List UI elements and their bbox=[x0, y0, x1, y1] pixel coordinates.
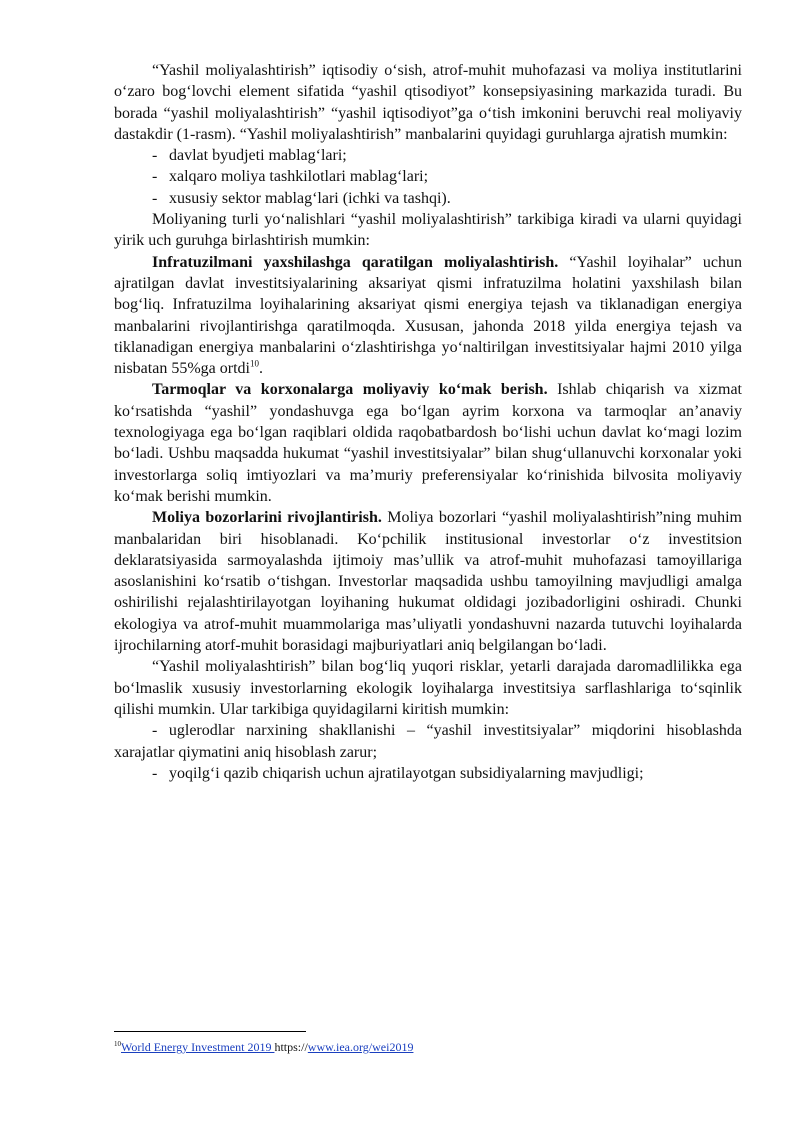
paragraph-enterprise-support: Tarmoqlar va korxonalarga moliyaviy ko‘mak berish. Ishlab chiqarish va xizmat ko‘rsatishda “yashil” yondashuvga ega bo‘lgan ayrim korxona va tarmoqlar an’anaviy texnologiyaga ega bo‘lgan raqiblari oldida raqobatbardosh bo‘lishi uchun davlat ko‘magi lozim bo‘ladi. Ushbu maqsadda hukumat “yashil investitsiyalar” bilan shug‘ullanuvchi korxonalar yoki investorlarga soliq imtiyozlari va ma’muriy preferensiyalar ko‘rinishida bilvosita moliyaviy ko‘mak berishi mumkin. bbox=[114, 381, 743, 505]
list-item: - davlat byudjeti mablag‘lari; bbox=[114, 145, 742, 166]
footnote-number: 10 bbox=[114, 1040, 121, 1048]
footnote-title-link[interactable]: World Energy Investment 2019 bbox=[121, 1040, 275, 1054]
paragraph-financial-markets: Moliya bozorlarini rivojlantirish. Moliya bozorlari “yashil moliyalashtirish”ning muhim manbalaridan biri hisoblanadi. Ko‘pchilik institusional investorlar o‘z investitsion deklaratsiyasida sarmoyalashda ijtimoiy mas’ullik va atrof-muhit muhofazasi tamoyillariga asoslanishini ko‘rsatib o‘tishgan. Investorlar maqsadida ushbu tamoyilning mavjudligi amalga oshirilishi rejalashtirilayotgan loyihaning hukumat oldidagi jozibadorligini oshiradi. Chunki ekologiya va atrof-muhit muammolariga mas’uliyatli yondashuvni nazarda tutuvchi loyihalarda ijrochilarning atorf-muhit borasidagi majburiyatlari aniq belgilangan bo‘ladi. bbox=[114, 509, 742, 655]
list-item: - xususiy sektor mablag‘lari (ichki va tashqi). bbox=[114, 188, 742, 209]
list-marker: - bbox=[152, 168, 158, 186]
list-marker: - bbox=[152, 147, 158, 165]
list-marker: - bbox=[152, 189, 158, 207]
list-item: - xalqaro moliya tashkilotlari mablag‘lari; bbox=[114, 166, 742, 187]
section-heading-infrastructure: Infratuzilmani yaxshilashga qaratilgan moliyalashtirish. bbox=[152, 253, 559, 271]
paragraph-risks: “Yashil moliyalashtirish” bilan bog‘liq yuqori risklar, yetarli darajada daromadlilikka ega bo‘lmaslik xususiy investorlarning ekologik loyihalarga investitsiya sarflashlariga to‘sqinlik qilishi mumkin. Ular tarkibiga quyidagilarni kiritish mumkin: bbox=[114, 658, 742, 718]
list-item: - yoqilg‘i qazib chiqarish uchun ajratilayotgan subsidiyalarning mavjudligi; bbox=[114, 763, 742, 784]
paragraph-intro: “Yashil moliyalashtirish” iqtisodiy o‘sish, atrof-muhit muhofazasi va moliya institutlarini o‘zaro bog‘lovchi element sifatida “yashil qtisodiyot” konsepsiyasining markazida turadi. Bu borada “yashil moliyalashtirish” “yashil iqtisodiyot”ga o‘tish imkonini beruvchi real moliyaviy dastakdir (1-rasm). “Yashil moliyalashtirish” manbalarini quyidagi guruhlarga ajratish mumkin: bbox=[114, 62, 742, 143]
paragraph-infrastructure: Infratuzilmani yaxshilashga qaratilgan moliyalashtirish. “Yashil loyihalar” uchun ajratilgan davlat investitsiyalarining aksariyat qismi infratuzilma holatini yaxshilash bilan bog‘liq. Infratuzilma loyihalarining aksariyat qismi energiya tejash va tiklanadigan energiya manbalarini rivojlantirishga qaratilmoqda. Xususan, jahonda 2018 yilda energiya tejash va tiklanadigan energiya manbalarini o‘zlashtirishga yo‘naltirilgan investitsiyalar hajmi 2010 yilga nisbatan 55%ga ortdi$^{10}$. bbox=[114, 253, 743, 378]
footnote-url-link[interactable]: www.iea.org/wei2019 bbox=[307, 1040, 414, 1054]
footnote bbox=[114, 1040, 413, 1055]
footnote-reference[interactable]: 10 bbox=[249, 358, 259, 369]
paragraph-groups: Moliyaning turli yo‘nalishlari “yashil moliyalashtirish” tarkibiga kiradi va ularni quyidagi yirik uch guruhga birlashtirish mumkin: bbox=[114, 211, 742, 250]
section-heading-enterprise-support: Tarmoqlar va korxonalarga moliyaviy ko‘mak berish. bbox=[152, 381, 548, 399]
paragraph-carbon-pricing: - uglerodlar narxining shakllanishi – “yashil investitsiyalar” miqdorini hisoblashda xarajatlar qiymatini aniq hisoblash zarur; bbox=[114, 722, 742, 761]
source-list bbox=[114, 145, 742, 209]
list-marker: - bbox=[152, 764, 158, 782]
document-body bbox=[114, 60, 742, 784]
risk-list bbox=[114, 763, 742, 784]
section-heading-financial-markets: Moliya bozorlarini rivojlantirish. bbox=[152, 509, 382, 527]
footnote-url-prefix: https:// bbox=[274, 1040, 308, 1054]
footnote-separator bbox=[114, 1031, 306, 1032]
